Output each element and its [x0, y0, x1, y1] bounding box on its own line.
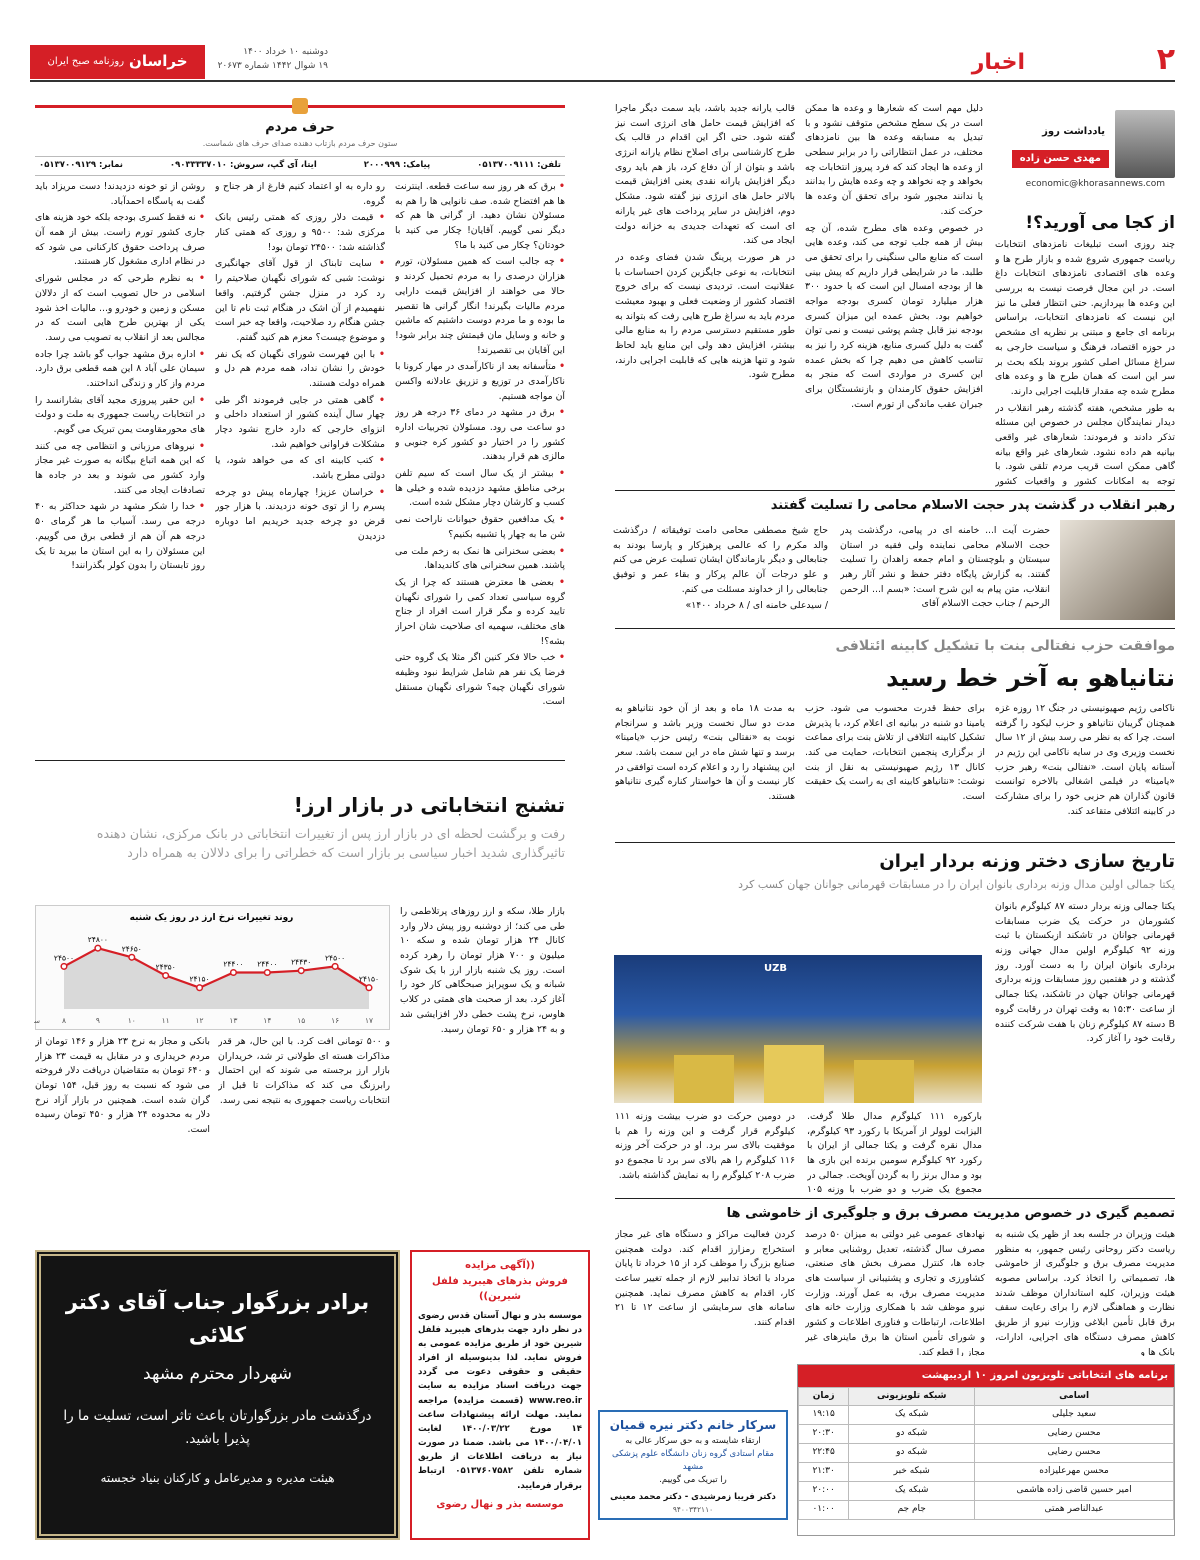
divider: [615, 628, 1175, 629]
opinion-label: یادداشت روز: [1042, 126, 1105, 137]
auction-title: ((آگهی مزایده: [465, 1260, 535, 1271]
congrats-title: سرکار خانم دکتر نیره قمیان: [609, 1418, 777, 1432]
leader-col-2: حاج شیخ مصطفی محامی دامت توفیقاته / درگذشت والد مکرم را که عالمی پرهیزکار و پارسا بودند به جنابعالی و دیگر بازماندگان ایشان تسلیت عرض می کنم و علو درجات آن عالم پرکار و بقاء عمر و توفیق جنابعالی را از خداوند مسئلت می کنم. / سیدعلی خامنه ای / ۸ خرداد ۱۴۰۰»: [613, 525, 828, 612]
mardom-title: حرف مردم: [265, 120, 335, 135]
column-header: شبکه تلویزیونی: [849, 1387, 975, 1406]
chart-data-label: ۲۴۶۵۰: [121, 944, 142, 954]
chart-tick-label: ۹: [95, 1016, 100, 1025]
lifting-subhead: یکتا جمالی اولین مدال وزنه برداری بانوان ایران را در مسابقات قهرمانی جوانان جهان کسب کرد: [738, 878, 1175, 891]
chart-tick-label: ۱۴: [263, 1016, 272, 1025]
chart-data-label: ۲۴۴۰۰: [257, 959, 278, 969]
mardom-col-2: رو داره به او اعتماد کنیم فارغ از هر جناح و گروه. • قیمت دلار روزی که همتی رئیس بانک مرکزی شد: ۹۵۰۰ و روزی که همتی کنار گذاشته شد: ۲۴۵۰۰ تومان بود! • سایت تابناک از قول آقای جهانگیری نوشت: شبی که شورای نگهبان صلاحیتم را رد کرد در منزل جشن گرفتیم. واقعا نفهمیدم از آن اشک در هنگام ثبت نام تا این جشن هنگام رد صلاحیت، واقعا چه خبر است و موضوع چیست؟ معزم هم کنید گفتم. • با این فهرست شورای نگهبان که یک نفر خودش را نشان نداد، همه مردم هم دل و همراه دولت هستند. • گاهی همتی در جایی فرمودند اگر طی چهار سال آینده کشور از استعداد داخلی و انزوای خارجی که دارد خارج نشود دچار مشکلات فراوانی خواهیم شد. • کتب کابینه ای که می خواهد شود، یا دولتی مطرح باشد. • خراسان عزیز! چهارماه پیش دو چرخه پسرم را از توی خونه دزدیدند. با هزار جور قرض دو چرخه جدید خریدیم اما دوباره دزدیدن: [215, 181, 385, 542]
chart-point: [265, 970, 271, 976]
netanyahu-col-2: برای حفظ قدرت محسوب می شود. حزب یامینا دو شنبه در بیانیه ای اعلام کرد، با پذیرش تشکیل کابینه ائتلافی از تلاش بنت برای مماعت از برگزاری پنجمین انتخابات، حمایت می کند. کانال ۱۳ رژیم صهیونیستی به نقل از بنت نوشت: «نتانیاهو کابینه ای به راست یک حقیقت است.: [805, 703, 985, 803]
tv-table-title: برنامه های انتخاباتی تلویزیون امروز ۱۰ اردیبهشت: [798, 1365, 1174, 1387]
mardom-col-1: • برق که هر روز سه ساعت قطعه. اینترنت ها هم افتضاح شده. صف نانوایی ها را هم به مسئولان نشان دهید. از گرانی ها هم که دیگر نمی گوییم. آقایان! چکار می کنید با خودتان؟ چکار می کنید با ما؟ • چه جالب است که همین مسئولان، تورم هزاران درصدی را به مردم تحمیل کردند و حالا می خواهند از افزایش قیمت دارایی مردم مالیات بگیرند! انگار گرانی ها تقصیر ما بوده و ما مردم دوست داشتیم که ماشین و خانه و وسایل مان قیمتش چند برابر شود! این آقایان بی تقصیرند! • متأسفانه بعد از ناکارآمدی در مهار کرونا با ناکارآمدی در توزیع و تزریق عادلانه واکسن آن مواجه هستیم. • برق در مشهد در دمای ۳۶ درجه هر روز دو ساعت می رود. مسئولان تجربیات اداره کشور را در اختیار دو کشور کره جنوبی و مالزی هم قرار بدهند. • بیشتر از یک سال است که سیم تلفن برخی مناطق مشهد دزدیده شده و خیلی ها کسب و کارشان دچار مشکل شده است. • یک مدافعین حقوق حیوانات ناراحت نمی شن ما به چهار پا تشبیه بکنیم؟ • بعضی سخنرانی ها نمک به زخم ملت می پاشند. همین سخنرانی های کاندیداها. • بعضی ها معترض هستند که چرا از یک گروه سیاسی تعداد کمی را شورای نگهبان تایید کرده و مگر قرار است افراد از جناح های مختلف، سهمیه ای صلاحیت شان احراز بشه؟! • خب حالا فکر کنین اگر مثلا یک گروه حتی فرضا یک نفر هم شامل شرایط نبود وظیفه شورای نگهبان چیه؟ شورای نگهبان مستقل است.: [395, 181, 565, 708]
chart-point: [95, 945, 101, 951]
phone-contact: تلفن: ۰۵۱۳۷۰۰۹۱۱۱: [477, 160, 561, 171]
divider: [615, 1198, 1175, 1199]
chart-point: [231, 970, 237, 976]
divider: [35, 760, 565, 761]
chart-tick-label: ۱۵: [297, 1016, 306, 1025]
condolence-sign: هیئت مدیره و مدیرعامل و کارکنان بنیاد خجسته: [100, 1471, 335, 1486]
auction-ad: [410, 1250, 590, 1540]
netanyahu-col-3: به مدت ۱۸ ماه و بعد از آن خود نتانیاهو به مدت دو سال نخست وزیر باشد و سرانجام نوبت به «نفتالی بنت» رئیس حزب «یامینا» برسد و تنها شش ماه در این سمت باشد. سعر این پیشنهاد را رد و اعلام کرده است توافقی در کار نیست و آن ها خواستار کناره گیری نتانیاهو هستند.: [615, 703, 795, 803]
chart-tick-label: ۱۷: [364, 1016, 374, 1025]
chart-axis-label: س: [34, 1017, 40, 1025]
tv-table: [798, 1387, 1174, 1521]
tv-table-box: [797, 1364, 1175, 1536]
condolence-ad: [35, 1250, 400, 1540]
leader-photo: [1060, 520, 1175, 620]
podium-photo: [614, 955, 982, 1103]
chart-data-label: ۲۴۴۳۰: [291, 957, 312, 967]
netanyahu-col-1: ناکامی رژیم صهیونیستی در جنگ ۱۲ روزه غزه همچنان گریبان نتانیاهو و حزب لیکود را گرفته است. چرا که به نظر می رسد بیش از ۱۲ سال نخست وزیری وی در سایه ناکامی این رژیم در آستانه پایان است. «نفتالی بنت» رهبر حزب «یامینا» در فیلمی اشغالی بالاخره توانست قانون گذاران هم حزبی خود را برای مشارکت در کابینه ائتلافی متقاعد کند.: [995, 703, 1175, 817]
author-email: economic@khorasannews.com: [1025, 179, 1165, 189]
condolence-line2: شهردار محترم مشهد: [143, 1364, 292, 1385]
chart-tick-label: ۱۱: [161, 1016, 170, 1025]
chart-tick-label: ۱۲: [195, 1016, 204, 1025]
lifting-col-1: یکتا جمالی وزنه بردار دسته ۸۷ کیلوگرم بانوان کشورمان در حرکت یک ضرب مسابقات قهرمانی جوانان در تاشکند ازبکستان با ثبت وزنه ۹۲ کیلوگرم اولین مدال جهانی وزنه برداری بانوان ایران را به دست آورد. روز گذشته و در هفتمین روز مسابقات وزنه برداری قهرمانی جوانان جهان در تاشکند، یکتا جمالی از ساعت ۱۵:۳۰ به وقت تهران در رقابت گروه B دسته ۸۷ کیلوگرم زنان با هفت شرکت کننده رقابت خود را آغاز کرد.: [995, 901, 1175, 1045]
author-name: مهدی حسن زاده: [1012, 150, 1109, 168]
chart-tick-label: ۱۳: [229, 1016, 238, 1025]
masthead: [30, 42, 1175, 82]
chart-data-label: ۲۴۱۵۰: [358, 974, 380, 984]
congrats-ad: سرکار خانم دکتر نیره قمیان ارتقاء شایسته و به حق سرکار عالی به مقام استادی گروه زنان دانشگاه علوم پزشکی مشهد را تبریک می گوییم. دکتر فریبا زمرشیدی - دکتر محمد معینی ۹۴۰۰۳۴۲۱۱۰: [598, 1410, 788, 1520]
opinion-col-3: قالب یارانه جدید باشد، باید سمت دیگر ماجرا که افزایش قیمت حامل های انرژی است نیز گفته شود. حتی اگر این اقدام در قالب یک طرح کارشناسی برای اصلاح نظام یارانه انرژی باشد و بتوان از آن دفاع کرد، باز هم باید روی دیگر افزایش یارانه نقدی یعنی افزایش قیمت بالاتر حامل های انرژی نیز گفته شود. مشکل دوم، افزایش در سایر پرداخت های غیر یارانه ای است که تعهدات جدیدی به خزانه دولت ایجاد می کند. در هر صورت پرینگ شدن فضای وعده در انتخابات، به نوعی جایگزین کردن احساسات با عقلانیت است. تردیدی نیست که برای خروج اقتصاد کشور از وضعیت فعلی و بهبود معیشت مردم باید به سراغ طرح هایی رفت که بتواند به طور مستقیم دسترسی مردم را به منابع مالی بیشتر، افزایش دهد ولی این منابع باید لحاظ شود و تنها هزینه هایی که قابلیت اجرایی دارند، مطرح شود.: [615, 103, 795, 381]
chart-point: [129, 954, 135, 960]
chart-data-label: ۲۴۳۵۰: [155, 962, 176, 972]
chart-tick-label: ۱۰: [127, 1016, 136, 1025]
mardom-subtitle: ستون حرف مردم بازتاب دهنده صدای حرف های شماست.: [202, 139, 398, 149]
podium-block: [674, 1055, 734, 1103]
column-header: زمان: [799, 1387, 849, 1406]
podium-block: [854, 1060, 914, 1103]
mardom-col-3: روشن از تو خونه دزدیدند! دست مریزاد باید گفت به پاسگاه احمدآباد. • نه فقط کسری بودجه بلکه خود هزینه های جاری کشور تورم زاست. بیش از همه آن صرف پرداخت حقوق کارکنانی می شود که در نظام اداری مشغول کار هستند. • به نظرم طرحی که در مجلس شورای اسلامی در حال تصویب است که از دلالان مسکن و زمین و خودرو و... مالیات اخذ شود یکی از بهترین طرح هایی است که در مجالس بعد از انقلاب به تصویب می رسد. • اداره برق مشهد جواب گو باشد چرا جاده سیمان علی آباد ۸ این همه قطعی برق دارد. مردم واز کار و زندگی انداختند. • این حقیر پیروزی مجید آقای بشارانسد را در انتخابات ریاست جمهوری به ملت و دولت های محورمقاومت یمن تبریک می گویم. • نیروهای مرزبانی و انتظامی چه می کنند که این همه اتباع بیگانه به صورت غیر مجاز وارد کشور می شوند و بعد در جاده ها تصادفات ایجاد می کنند. • خدا را شکر مشهد در شهد حداکثر به ۴۰ درجه می رسد. آسیاب ما هر گرمای ۵۰ درجه هم آن هم از قطعی برق می گوییم. این مسئولان را به این استان ما بیرید تا یک روز تابستان را بدون کولر بگذرانند!: [35, 181, 205, 572]
currency-col-3: بانکی و مجاز به نرخ ۲۳ هزار و ۱۴۶ تومان از مردم خریداری و در مقابل به قیمت ۲۳ هزار و ۶۴۰ تومان به متقاضیان دریافت دلار فروخته می شود که نسبت به روز قبل، ۱۵۴ تومان گران شده است. همچنین در بازار آزاد نرخ دلار به محدوده ۲۴ هزار و ۴۵۰ تومان رسیده است.: [35, 1036, 210, 1136]
brand-logo: خراسان: [129, 52, 188, 71]
chart-point: [61, 964, 67, 970]
opinion-col-2: دلیل مهم است که شعارها و وعده ها ممکن است در یک سطح مشخص متوقف نشود و با تبدیل به مسابقه وعده ها بین نامزدهای مختلف، در عمل انتظاراتی را در برابر سطحی از وعده ها ایجاد کند که فرد پیروز انتخابات چه بخواهد و چه نخواهد و چه وعده هایش را بدانند یا ندانند مجبور شود برای تحقق آن وعده ها حرکت کند. در خصوص وعده های مطرح شده، آن چه بیش از همه جلب توجه می کند، وعده هایی است که منابع مالی سنگینی را برای تحقق می طلبد. ما در شرایطی قرار داریم که پیش بینی ها از بودجه امسال این است که با حدود ۳۰۰ هزار میلیارد تومان کسری بودجه مواجه خواهیم بود. بخش عمده این میزان کسری بودجه نیز قابل چشم پوشی نیست و نمی توان گفت به دلیل کسری منابع، هزینه کرد را نیز به تناسب کاهش می دهیم چرا که بخش عمده این کسری در مواردی است که منجر به افزایش حقوق کارمندان و بازنشستگان برای جبران عقب ماندگی از تورم است.: [805, 103, 983, 410]
brand-subtitle: روزنامه صبح ایران: [47, 56, 125, 68]
chart-point: [298, 968, 304, 974]
chart-tick-label: ۸: [61, 1016, 67, 1025]
opinion-col-1: چند روزی است تبلیغات نامزدهای انتخابات ریاست جمهوری شروع شده و بازار طرح ها و وعده های اقتصادی نامزدهای انتخابات داغ است. در این مجال فرصت نیست به بررسی این وعده ها بپردازیم. حتی انتظار فعلی ما نیز این نیست که نامزدهای انتخابات، براساس برنامه ای جامع و مبتنی بر نظریه ای مشخص در حوزه اقتصاد، فرهنگ و سیاست خارجی به سراغ مسائل اصلی کشور بروند بلکه بحث بر سر این است که همان طرح ها و وعده های مطرح شده چه مقدار قابلیت اجرایی دارند. به طور مشخص، هفته گذشته رهبر انقلاب در دیدار نمایندگان مجلس در خصوص این مسئله تذکر دادند و فرمودند: شعارهای غیر واقعی بیانیه هم داده نشود. شعارهای غیر واقع بیانه گاهی ممکن است قریب مردم تلقی شود. با توجه به امکانات کشور و واقعیات کشور: [995, 239, 1175, 487]
condolence-line3: درگذشت مادر بزرگوارتان باعث تاثر است، تسلیت ما را پذیرا باشید.: [63, 1408, 372, 1448]
mardom-header: [35, 105, 565, 153]
chart-point: [332, 964, 338, 970]
table-row: عبدالناصر همتی جام جم ۰۱:۰۰: [799, 1501, 1174, 1520]
rate-chart: [35, 905, 390, 1030]
chart-point: [366, 985, 372, 991]
currency-subhead-1: رفت و برگشت لحظه ای در بازار ارز پس از تغییرات انتخاباتی در بانک مرکزی، نشان دهنده: [96, 826, 565, 841]
brand-box: [30, 45, 205, 79]
podium-block: [764, 1045, 824, 1103]
leader-col-1: حضرت آیت ا... خامنه ای در پیامی، درگذشت پدر حجت الاسلام محامی نماینده ولی فقیه در استان سیستان و بلوچستان و امام جمعه زاهدان را تسلیت گفتند. به گزارش پایگاه دفتر حفظ و نشر آثار رهبر انقلاب، متن پیام به این شرح است: «بسم ا... الرحمن الرحیم / جناب حجت الاسلام آقای: [840, 525, 1050, 610]
power-col-3: کردن فعالیت مراکز و دستگاه های غیر مجاز استخراج رمزارز اقدام کند. دولت همچنین صنایع بزرگ را موظف کرد از ۱۵ خرداد تا پایان مرداد با اتخاذ تدابیر لازم از جمله تغییر ساعت کار، اقدام به کاهش مصرف نماید. همچنین سامانه های سرمایشی از ساعت ۱۲ تا ۲۱ اقدام کنند.: [615, 1229, 795, 1329]
chart-data-label: ۲۴۵۰۰: [325, 953, 346, 963]
mardom-contacts: [35, 156, 565, 176]
opinion-header: [995, 110, 1175, 190]
rate-chart-svg: [34, 906, 389, 1031]
chart-title: روند تغییرات نرخ ارز در روز یک شنبه: [129, 913, 294, 923]
netanyahu-kicker: موافقت حزب نفتالی بنت با تشکیل کابینه ائتلافی: [835, 638, 1175, 654]
fax-contact: نمابر: ۰۵۱۳۷۰۰۹۱۲۹: [39, 160, 123, 171]
chart-data-label: ۲۴۱۵۰: [189, 974, 210, 984]
lifting-col-2: بارکوره ۱۱۱ کیلوگرم مدال طلا گرفت. الیزابت لوولر از آمریکا با رکورد ۹۳ کیلوگرم، مدال نقره گرفت و یکتا جمالی از ایران با رکورد ۹۲ کیلوگرم سومین برنده این بازی ها بود و مدال برنز را به گردن آویخت. جمالی در مجموع یک ضرب و دو ضرب با وزنه ۱۰۵: [807, 1111, 982, 1195]
chart-data-label: ۲۴۵۰۰: [53, 953, 75, 963]
currency-headline: تشنج انتخاباتی در بازار ارز!: [293, 793, 565, 817]
date-line: دوشنبه ۱۰ خرداد ۱۴۰۰ ۱۹ شوال ۱۴۴۲ شماره ۲۰۶۷۳: [217, 47, 328, 71]
sms-contact: پیامک: ۲۰۰۰۹۹۹: [363, 160, 431, 171]
auction-sign: موسسه بذر و نهال رضوی: [436, 1498, 564, 1510]
chart-data-label: ۲۴۸۰۰: [87, 935, 108, 945]
condolence-line1: برادر بزرگوار جناب آقای دکتر کلائی: [65, 1290, 370, 1347]
table-row: محسن رضایی شبکه دو ۲۰:۳۰: [799, 1425, 1174, 1444]
chart-point: [197, 985, 203, 991]
netanyahu-headline: نتانیاهو به آخر خط رسید: [886, 664, 1175, 692]
table-row: سعید جلیلی شبکه یک ۱۹:۱۵: [799, 1406, 1174, 1425]
power-headline: تصمیم گیری در خصوص مدیریت مصرف برق و جلوگیری از خاموشی ها: [726, 1206, 1175, 1221]
table-row: امیر حسین قاضی زاده هاشمی شبکه یک ۲۰:۰۰: [799, 1482, 1174, 1501]
photo-banner: UZB: [764, 963, 787, 974]
auction-body: موسسه بذر و نهال آستان قدس رضوی در نظر دارد جهت بذرهای هیبرید فلفل شیرین خود از طریق مزایده عمومی به فروش نماید. لذا بدینوسیله از افراد حقیقی و حقوقی دعوت می گردد جهت دریافت اسناد مزایده به سایت www.reo.ir (قسمت مزایده) مراجعه نمایند. مهلت ارائه پیشنهادات ساعت ۱۴ مورخ ۱۴۰۰/۰۳/۲۲ لغایت ۱۴۰۰/۰۴/۰۱ می باشد. ضمنا در صورت نیاز به دریافت اطلاعات از طریق شماره تلفن ۰۵۱۳۷۶۰۷۵۸۲ ارتباط برقرار فرمایید.: [418, 1310, 582, 1491]
currency-subhead-2: تاثیرگذاری شدید اخبار سیاسی بر بازار است که خطراتی را برای دلالان به همراه دارد: [127, 845, 565, 860]
messenger-contact: ایتا، آی گپ، سروش: ۰۹۰۳۳۳۳۷۰۱۰: [169, 160, 317, 171]
table-header-row: [799, 1387, 1174, 1406]
section-title: اخبار: [971, 50, 1025, 75]
leader-headline: رهبر انقلاب در گذشت پدر حجت الاسلام محامی را تسلیت گفتند: [770, 498, 1175, 513]
lifting-headline: تاریخ سازی دختر وزنه بردار ایران: [879, 851, 1175, 872]
power-col-1: هیئت وزیران در جلسه بعد از ظهر یک شنبه به ریاست دکتر روحانی رئیس جمهور، به منظور مدیریت مصرف برق و جلوگیری از خاموشی ها، تصمیماتی را اتخاذ کرد. براساس مصوبه هیئت وزیران، کلیه استانداران موظف شدند نظارت و هماهنگی لازم را برای رعایت سقف برق قابل تأمین ابلاغی وزارت نیرو از طریق کاهش مصرف دستگاه های اجرایی، ادارات، بانک ها و: [995, 1229, 1175, 1356]
table-row: محسن مهرعلیزاده شبکه خبر ۲۱:۳۰: [799, 1463, 1174, 1482]
column-header: اسامی: [975, 1387, 1174, 1406]
table-row: محسن رضایی شبکه دو ۲۲:۴۵: [799, 1444, 1174, 1463]
lifting-col-3: در دومین حرکت دو ضرب بیشت وزنه ۱۱۱ کیلوگرم قرار گرفت و این وزنه را هم با موفقیت بالای سر برد. او در حرکت آخر وزنه ۱۱۶ کیلوگرم را هم بالای سر برد تا مجموع دو ضرب ۲۰۸ کیلوگرم را به نمایش گذاشته باشد.: [615, 1111, 795, 1181]
mardom-badge: [292, 98, 308, 114]
chart-data-label: ۲۴۴۰۰: [223, 959, 244, 969]
page-number: ۲: [1156, 42, 1175, 77]
author-photo: [1115, 110, 1175, 178]
chart-area: [64, 948, 369, 1009]
currency-col-2: و ۵۰۰ تومانی افت کرد. با این حال، هر قدر مذاکرات هسته ای طولانی تر شد، خریداران بازار ارز برجسته می شوند که این احتمال رابرزنگ می کند که مذاکرات تا قبل از انتخابات ریاست جمهوری به نتیجه نمی رسد.: [218, 1036, 390, 1106]
divider: [615, 490, 1175, 491]
chart-point: [163, 973, 169, 979]
power-col-2: نهادهای عمومی غیر دولتی به میزان ۵۰ درصد مصرف سال گذشته، تعدیل روشنایی معابر و جاده ها، کنترل مصرف بخش های صنعتی، کشاورزی و تجاری و پشتیبانی از سیاست های مدیریت مصرف برق، به عمل آورند. وزارت نیرو موظف شد با همکاری وزارت خانه های اطلاعات، ارتباطات و فناوری اطلاعات و کشور و شورای تأمین استان ها برق ماینرهای غیر مجاز را قطع کند.: [805, 1229, 985, 1356]
divider: [615, 842, 1175, 843]
currency-col-1: بازار طلا، سکه و ارز روزهای پرتلاطمی را طی می کند؛ از دوشنبه روز پیش دلار وارد کانال ۲۴ هزار تومان شده و سکه ۱۰ میلیون و ۷۰۰ هزار تومان را رهرد کرده است. روز یک شنبه بازار ارز با یک شوک شبانه و یک سوپرایز صبحگاهی کار خود را آغاز کرد. بعد از صحبت های همتی در کلاب هاوس، نرخ پشت خطی دلار افزایشی شد و به ۲۴ هزار و ۶۵۰ تومان رسید.: [400, 906, 565, 1035]
auction-subtitle: فروش بذرهای هیبرید فلفل شیرین)): [432, 1275, 568, 1302]
chart-tick-label: ۱۶: [331, 1016, 340, 1025]
opinion-headline: از کجا می آورید؟!: [1025, 213, 1175, 233]
